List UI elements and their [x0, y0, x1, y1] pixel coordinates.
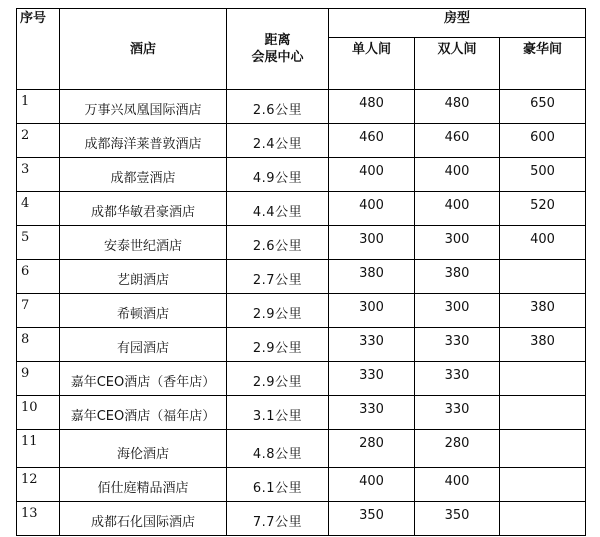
cell-double-price: 330	[415, 362, 500, 396]
cell-deluxe-price: 400	[500, 226, 586, 260]
table-row	[17, 260, 586, 294]
table-row	[17, 124, 586, 158]
cell-single-price: 480	[329, 90, 415, 124]
cell-single-price: 460	[329, 124, 415, 158]
cell-deluxe-price: 380	[500, 294, 586, 328]
cell-hotel: 成都华敏君豪酒店	[60, 192, 227, 226]
cell-deluxe-price: 600	[500, 124, 586, 158]
cell-hotel: 佰仕庭精品酒店	[60, 468, 227, 502]
cell-deluxe-price	[500, 260, 586, 294]
table-row	[17, 468, 586, 502]
header-no: 序号	[17, 9, 60, 90]
table-row	[17, 362, 586, 396]
cell-double-price: 400	[415, 192, 500, 226]
cell-distance: 2.4公里	[227, 124, 329, 158]
cell-deluxe-price	[500, 430, 586, 468]
cell-no: 11	[17, 430, 60, 468]
cell-double-price: 380	[415, 260, 500, 294]
cell-single-price: 400	[329, 158, 415, 192]
header-distance-line1: 距离	[264, 33, 291, 48]
hotel-price-document	[16, 8, 586, 536]
cell-no: 1	[17, 90, 60, 124]
table-row	[17, 294, 586, 328]
cell-double-price: 300	[415, 226, 500, 260]
cell-deluxe-price: 520	[500, 192, 586, 226]
header-double-room: 双人间	[415, 38, 500, 90]
cell-distance: 2.9公里	[227, 362, 329, 396]
cell-double-price: 330	[415, 328, 500, 362]
cell-single-price: 350	[329, 502, 415, 536]
cell-hotel: 海伦酒店	[60, 430, 227, 468]
cell-single-price: 380	[329, 260, 415, 294]
cell-double-price: 350	[415, 502, 500, 536]
cell-distance: 3.1公里	[227, 396, 329, 430]
cell-single-price: 330	[329, 396, 415, 430]
cell-hotel: 嘉年CEO酒店（香年店）	[60, 362, 227, 396]
table-row	[17, 502, 586, 536]
header-distance	[227, 9, 329, 90]
cell-distance: 2.6公里	[227, 226, 329, 260]
hotel-price-table	[16, 8, 586, 536]
cell-single-price: 400	[329, 468, 415, 502]
cell-single-price: 280	[329, 430, 415, 468]
table-body	[17, 90, 586, 536]
cell-distance: 2.9公里	[227, 294, 329, 328]
cell-distance: 6.1公里	[227, 468, 329, 502]
cell-hotel: 嘉年CEO酒店（福年店）	[60, 396, 227, 430]
cell-hotel: 成都石化国际酒店	[60, 502, 227, 536]
cell-no: 4	[17, 192, 60, 226]
table-row	[17, 226, 586, 260]
cell-deluxe-price	[500, 468, 586, 502]
table-header	[17, 9, 586, 90]
cell-deluxe-price: 650	[500, 90, 586, 124]
cell-distance: 2.9公里	[227, 328, 329, 362]
header-room-type: 房型	[329, 9, 586, 38]
cell-hotel: 万事兴凤凰国际酒店	[60, 90, 227, 124]
cell-double-price: 330	[415, 396, 500, 430]
cell-double-price: 300	[415, 294, 500, 328]
cell-double-price: 400	[415, 158, 500, 192]
cell-distance: 4.4公里	[227, 192, 329, 226]
cell-no: 5	[17, 226, 60, 260]
cell-single-price: 300	[329, 294, 415, 328]
cell-distance: 4.9公里	[227, 158, 329, 192]
cell-distance: 4.8公里	[227, 430, 329, 468]
cell-single-price: 330	[329, 328, 415, 362]
cell-no: 10	[17, 396, 60, 430]
cell-hotel: 成都壹酒店	[60, 158, 227, 192]
cell-deluxe-price	[500, 396, 586, 430]
header-hotel: 酒店	[60, 9, 227, 90]
cell-hotel: 艺朗酒店	[60, 260, 227, 294]
cell-distance: 2.6公里	[227, 90, 329, 124]
cell-hotel: 安泰世纪酒店	[60, 226, 227, 260]
cell-deluxe-price	[500, 362, 586, 396]
cell-distance: 2.7公里	[227, 260, 329, 294]
cell-double-price: 400	[415, 468, 500, 502]
table-row	[17, 158, 586, 192]
cell-single-price: 330	[329, 362, 415, 396]
cell-no: 3	[17, 158, 60, 192]
cell-hotel: 希顿酒店	[60, 294, 227, 328]
table-row	[17, 430, 586, 468]
cell-double-price: 460	[415, 124, 500, 158]
cell-deluxe-price: 380	[500, 328, 586, 362]
cell-no: 6	[17, 260, 60, 294]
cell-no: 12	[17, 468, 60, 502]
cell-distance: 7.7公里	[227, 502, 329, 536]
header-single-room: 单人间	[329, 38, 415, 90]
header-deluxe-room: 豪华间	[500, 38, 586, 90]
cell-hotel: 有园酒店	[60, 328, 227, 362]
table-row	[17, 90, 586, 124]
cell-deluxe-price: 500	[500, 158, 586, 192]
table-row	[17, 192, 586, 226]
header-distance-line2: 会展中心	[251, 50, 304, 65]
cell-no: 9	[17, 362, 60, 396]
cell-double-price: 280	[415, 430, 500, 468]
table-row	[17, 396, 586, 430]
cell-no: 8	[17, 328, 60, 362]
cell-deluxe-price	[500, 502, 586, 536]
cell-hotel: 成都海洋莱普敦酒店	[60, 124, 227, 158]
cell-no: 2	[17, 124, 60, 158]
cell-single-price: 400	[329, 192, 415, 226]
cell-double-price: 480	[415, 90, 500, 124]
cell-single-price: 300	[329, 226, 415, 260]
cell-no: 13	[17, 502, 60, 536]
cell-no: 7	[17, 294, 60, 328]
table-row	[17, 328, 586, 362]
